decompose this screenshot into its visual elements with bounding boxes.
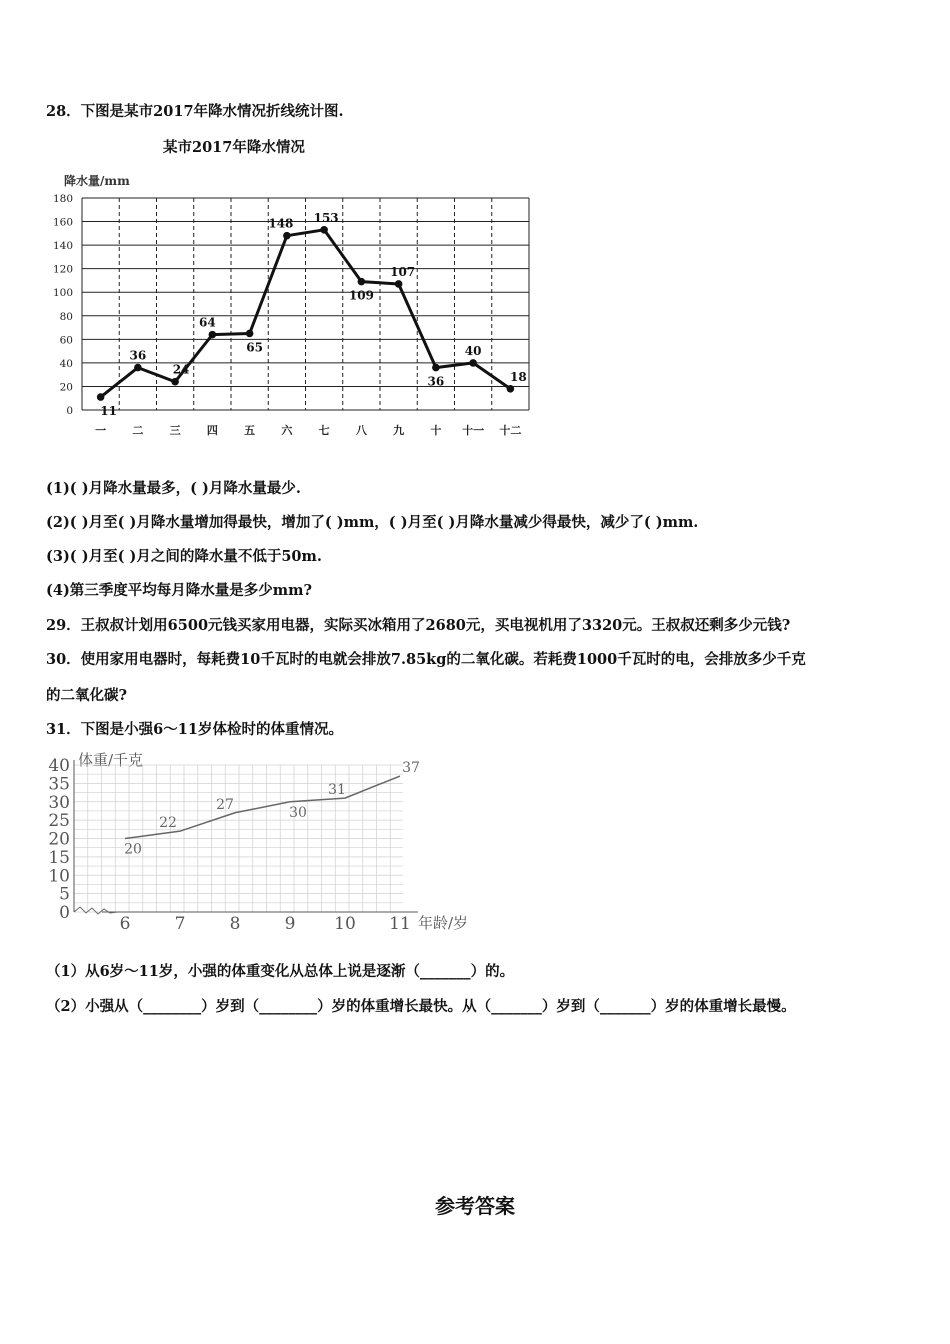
weight-ytick-label: 5 xyxy=(59,884,70,905)
weight-data-label: 22 xyxy=(159,815,177,832)
rain-ytick-label: 80 xyxy=(59,310,73,323)
q31-sub1: （1）从6岁～11岁，小强的体重变化从总体上说是逐渐（_______）的。 xyxy=(46,963,515,980)
rain-xtick-label: 七 xyxy=(318,424,330,437)
rain-data-label: 24 xyxy=(172,362,190,377)
weight-data-label: 20 xyxy=(124,841,142,858)
rain-xtick-label: 十二 xyxy=(499,424,522,437)
rain-ytick-label: 0 xyxy=(66,405,73,417)
weight-data-label: 31 xyxy=(328,782,346,799)
weight-xtick-label: 6 xyxy=(119,914,131,934)
rain-data-point xyxy=(246,330,254,338)
weight-data-label: 37 xyxy=(402,760,420,777)
weight-data-label: 30 xyxy=(289,804,307,821)
rain-data-label: 64 xyxy=(199,315,216,330)
q28-title: 28．下图是某市2017年降水情况折线统计图. xyxy=(46,103,344,120)
rain-ytick-label: 40 xyxy=(59,357,73,370)
weight-ytick-label: 15 xyxy=(48,847,70,868)
q28-sub1: (1)( )月降水量最多，( )月降水量最少. xyxy=(46,480,301,497)
rain-ytick-label: 60 xyxy=(59,334,73,347)
rain-data-point xyxy=(469,359,477,367)
rain-ylabel: 降水量/mm xyxy=(64,174,130,188)
weight-axis-break-mark xyxy=(74,907,118,914)
q30-line1: 30．使用家用电器时，每耗费10千瓦时的电就会排放7.85kg的二氧化碳。若耗费1000千瓦时的电，会排放多少千克 xyxy=(46,651,806,668)
rain-data-label: 65 xyxy=(246,340,263,355)
weight-ytick-label: 10 xyxy=(48,866,70,887)
rain-data-label: 148 xyxy=(268,216,294,231)
weight-xtick-label: 7 xyxy=(174,914,186,934)
rain-data-point xyxy=(171,378,179,386)
rain-xtick-label: 四 xyxy=(206,424,218,437)
rain-chart xyxy=(40,165,600,455)
rain-xtick-label: 八 xyxy=(355,424,367,437)
rain-ytick-label: 140 xyxy=(52,240,73,253)
q28-sub4: (4)第三季度平均每月降水量是多少mm? xyxy=(46,582,312,599)
rain-data-label: 11 xyxy=(100,404,117,419)
q29-text: 29．王叔叔计划用6500元钱买家用电器，实际买冰箱用了2680元，买电视机用了3320元。王叔叔还剩多少元钱? xyxy=(46,617,791,634)
rain-xtick-label: 十一 xyxy=(462,424,485,437)
rain-data-point xyxy=(134,364,142,372)
rain-data-label: 36 xyxy=(427,374,445,389)
weight-data-label: 27 xyxy=(216,796,234,813)
rain-data-point xyxy=(507,385,515,393)
rain-ytick-label: 100 xyxy=(52,287,73,300)
rain-data-point xyxy=(209,331,217,339)
rain-ytick-label: 20 xyxy=(59,381,73,394)
q31-title: 31．下图是小强6～11岁体检时的体重情况。 xyxy=(46,721,343,738)
rain-data-label: 153 xyxy=(313,210,339,225)
weight-xtick-label: 10 xyxy=(334,914,356,934)
weight-ytick-label: 35 xyxy=(48,774,70,795)
rain-xtick-label: 二 xyxy=(132,424,144,437)
rain-data-point xyxy=(358,278,366,286)
rain-xtick-label: 九 xyxy=(393,424,405,437)
rain-ytick-label: 180 xyxy=(52,193,73,205)
rain-data-point xyxy=(395,280,403,288)
rain-xtick-label: 五 xyxy=(244,424,256,437)
rain-xtick-label: 六 xyxy=(281,424,293,437)
rain-data-point xyxy=(320,226,328,234)
weight-chart xyxy=(40,745,510,940)
rain-data-label: 109 xyxy=(348,288,374,303)
rain-xtick-label: 三 xyxy=(169,424,181,437)
weight-ytick-label: 20 xyxy=(48,829,70,850)
rain-ytick-label: 160 xyxy=(52,216,73,229)
rain-xtick-label: 十 xyxy=(430,424,442,437)
rain-data-label: 18 xyxy=(510,369,527,384)
weight-ytick-label: 25 xyxy=(48,811,70,832)
weight-ytick-label: 30 xyxy=(48,792,70,813)
rain-chart-title: 某市2017年降水情况 xyxy=(163,139,305,156)
rain-data-label: 36 xyxy=(129,348,147,363)
rain-data-point xyxy=(283,232,291,240)
weight-ytick-label: 40 xyxy=(48,756,70,776)
q28-sub3: (3)( )月至( )月之间的降水量不低于50m. xyxy=(46,548,322,565)
weight-ylabel: 体重/千克 xyxy=(78,751,144,769)
rain-data-label: 107 xyxy=(390,264,416,279)
rain-xtick-label: 一 xyxy=(95,424,107,437)
rain-data-label: 40 xyxy=(464,343,482,358)
weight-xlabel: 年龄/岁 xyxy=(418,914,469,932)
rain-data-point xyxy=(97,393,105,401)
q28-sub2: (2)( )月至( )月降水量增加得最快，增加了( )mm，( )月至( )月降水量减少得最快，减少了( )mm. xyxy=(46,514,699,531)
weight-ytick-label: 0 xyxy=(59,903,70,923)
weight-xtick-label: 9 xyxy=(284,914,296,934)
weight-xtick-label: 8 xyxy=(229,914,241,934)
weight-xtick-label: 11 xyxy=(389,914,411,934)
q31-sub2: （2）小强从（________）岁到（________）岁的体重增长最快。从（_______）岁到（_______）岁的体重增长最慢。 xyxy=(46,998,796,1015)
rain-ytick-label: 120 xyxy=(52,263,73,276)
rain-data-point xyxy=(432,364,440,372)
q30-line2: 的二氧化碳? xyxy=(46,687,127,704)
answer-title: 参考答案 xyxy=(435,1194,515,1218)
